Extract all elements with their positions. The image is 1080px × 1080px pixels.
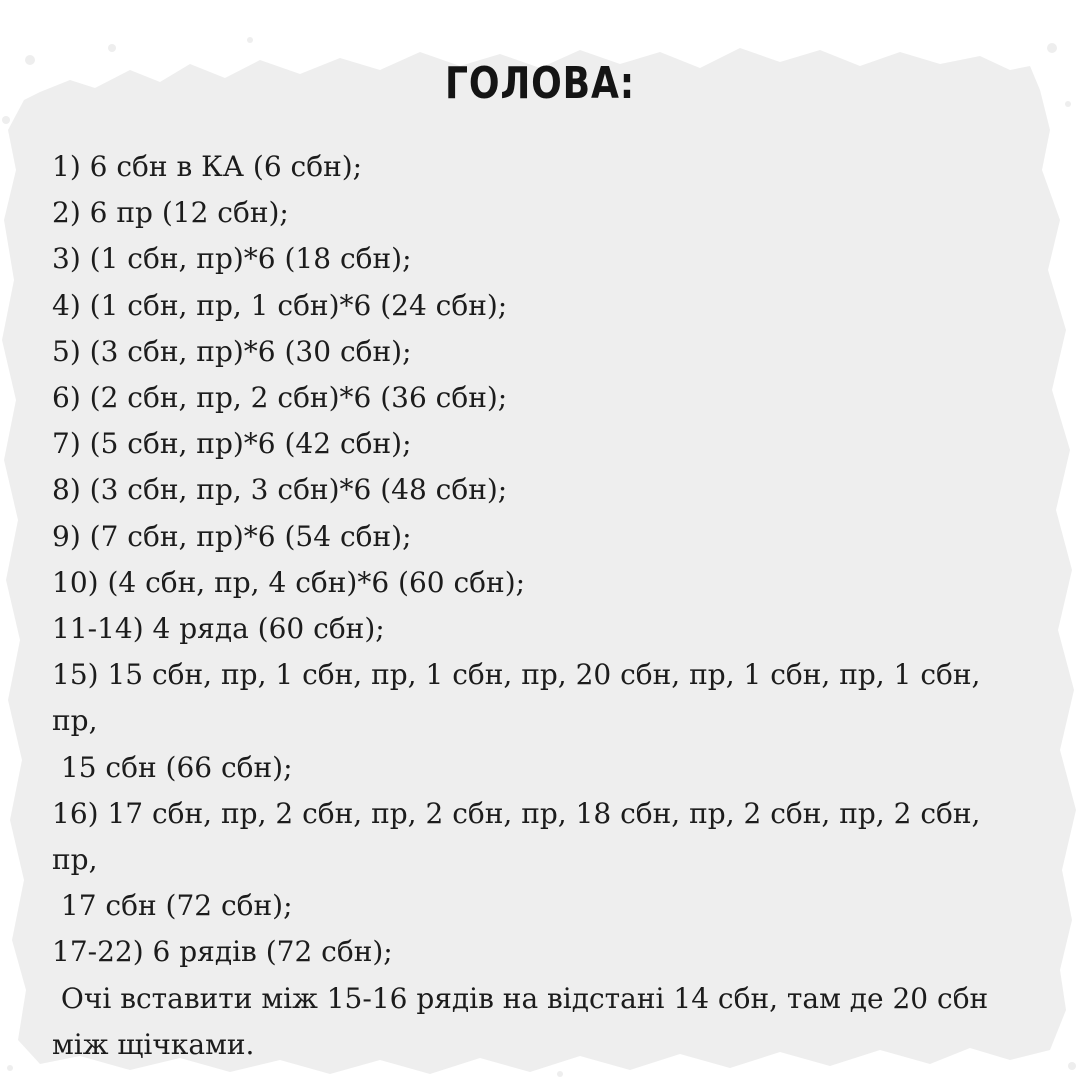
pattern-line: 1) 6 сбн в КА (6 сбн);	[52, 150, 363, 183]
pattern-line: 10) (4 сбн, пр, 4 сбн)*6 (60 сбн);	[52, 565, 526, 599]
pattern-line: пр,	[52, 843, 98, 877]
pattern-line: 16) 17 сбн, пр, 2 сбн, пр, 2 сбн, пр, 18 сбн, пр, 2 сбн, пр, 2 сбн,	[52, 796, 981, 830]
pattern-line: 2) 6 пр (12 сбн);	[52, 196, 289, 230]
pattern-line: 15) 15 сбн, пр, 1 сбн, пр, 1 сбн, пр, 20 сбн, пр, 1 сбн, пр, 1 сбн,	[52, 658, 981, 692]
pattern-instructions	[52, 144, 1042, 1068]
pattern-line: 7) (5 сбн, пр)*6 (42 сбн);	[52, 427, 412, 461]
pattern-line: 6) (2 сбн, пр, 2 сбн)*6 (36 сбн);	[52, 381, 508, 415]
pattern-line: 3) (1 сбн, пр)*6 (18 сбн);	[52, 242, 412, 276]
page-title: ГОЛОВА:	[445, 58, 635, 109]
pattern-line: 17-22) 6 рядів (72 сбн);	[52, 935, 393, 969]
pattern-line: 8) (3 сбн, пр, 3 сбн)*6 (48 сбн);	[52, 473, 508, 507]
pattern-line: 5) (3 сбн, пр)*6 (30 сбн);	[52, 334, 412, 368]
pattern-note: Очі вставити між 15-16 рядів на відстані 14 сбн, там де 20 сбн	[52, 981, 989, 1015]
pattern-line: 9) (7 сбн, пр)*6 (54 сбн);	[52, 519, 412, 553]
pattern-line: 15 сбн (66 сбн);	[52, 750, 293, 784]
pattern-line: 11-14) 4 ряда (60 сбн);	[52, 612, 385, 646]
pattern-line: 17 сбн (72 сбн);	[52, 889, 293, 923]
pattern-line: 4) (1 сбн, пр, 1 сбн)*6 (24 сбн);	[52, 288, 508, 322]
pattern-line: пр,	[52, 704, 98, 738]
pattern-note: між щічками.	[52, 1027, 255, 1061]
